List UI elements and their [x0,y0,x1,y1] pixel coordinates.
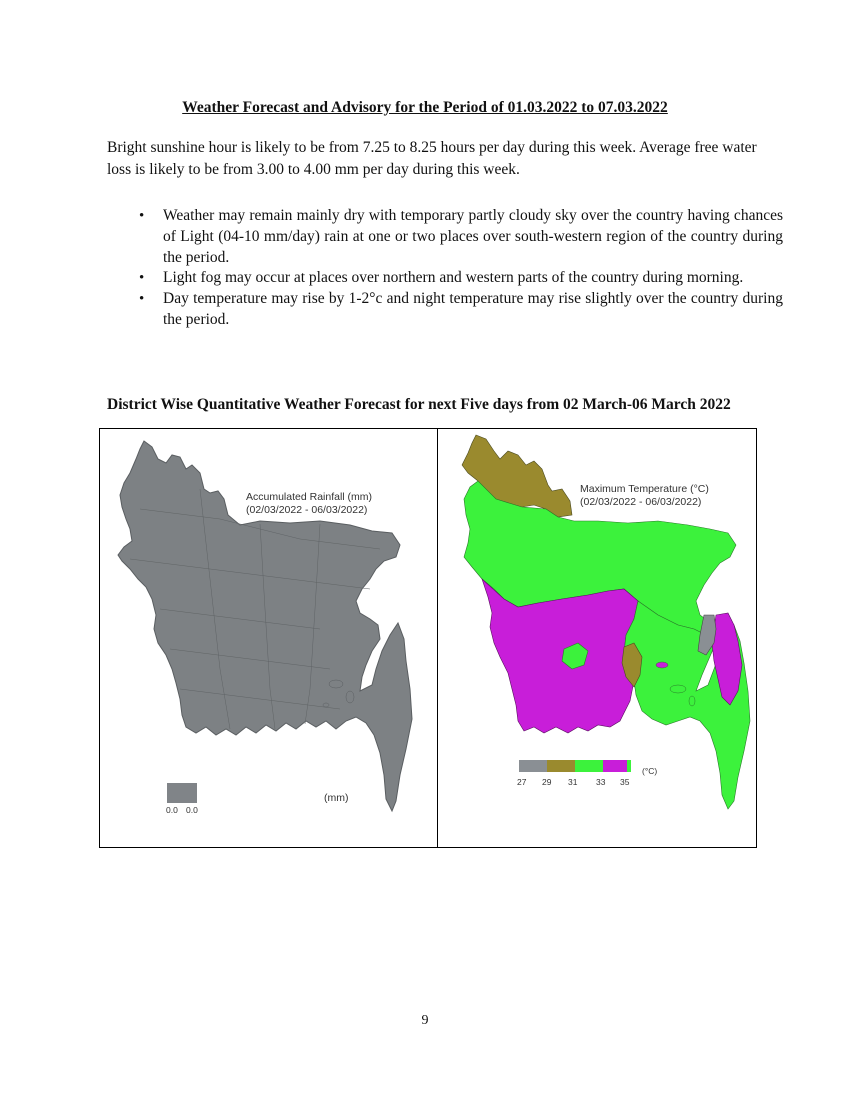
rainfall-legend-max: 0.0 [186,805,198,815]
rainfall-map-title: Accumulated Rainfall (mm) [246,491,373,503]
temperature-map [438,429,756,849]
forecast-map-table [99,428,757,848]
scale-swatch [519,760,547,772]
rainfall-map [100,429,438,849]
scale-swatch [547,760,575,772]
list-item-text: Weather may remain mainly dry with temporary partly cloudy sky over the country having chances of Light (04-10 mm/day) rain at one or two places over south-western region of the country during the period. [163,207,783,266]
list-item-text: Light fog may occur at places over northern and western parts of the country during morning. [163,269,744,287]
rainfall-unit-label: (mm) [324,792,349,804]
bullet-icon: • [139,270,145,287]
page-number: 9 [421,1013,429,1028]
list-item [107,289,783,331]
page-title: Weather Forecast and Advisory for the Period of 01.03.2022 to 07.03.2022 [182,99,668,116]
temperature-scale [517,760,657,787]
rainfall-legend-min: 0.0 [166,805,178,815]
bullet-icon: • [139,291,145,308]
advisory-list [107,206,783,331]
rainfall-map-dates: (02/03/2022 - 06/03/2022) [246,504,368,516]
rainfall-legend-swatch [167,783,197,803]
bullet-icon: • [139,208,145,224]
zone-magenta-south [482,579,638,733]
list-item-text: Day temperature may rise by 1-2°c and night temperature may rise slightly over the country during the period. [163,290,783,328]
scale-value: 31 [568,777,578,787]
scale-value: 33 [596,777,606,787]
temperature-map-dates: (02/03/2022 - 06/03/2022) [580,496,702,508]
rainfall-map-cell [100,429,438,847]
temperature-unit-label: (°C) [642,766,658,776]
scale-value: 29 [542,777,552,787]
list-item [107,268,783,289]
temperature-map-cell [438,429,756,847]
temperature-map-title: Maximum Temperature (°C) [580,483,709,495]
section-title: District Wise Quantitative Weather Forecast for next Five days from 02 March-06 March 2022 [107,396,731,413]
scale-value: 27 [517,777,527,787]
intro-paragraph: Bright sunshine hour is likely to be from 7.25 to 8.25 hours per day during this week. Average free water loss is likely to be from 3.00 to 4.00 mm per day during this week. [107,139,757,178]
scale-swatch [575,760,603,772]
scale-swatch-top [603,760,627,772]
scale-value: 35 [620,777,630,787]
list-item [107,206,783,268]
